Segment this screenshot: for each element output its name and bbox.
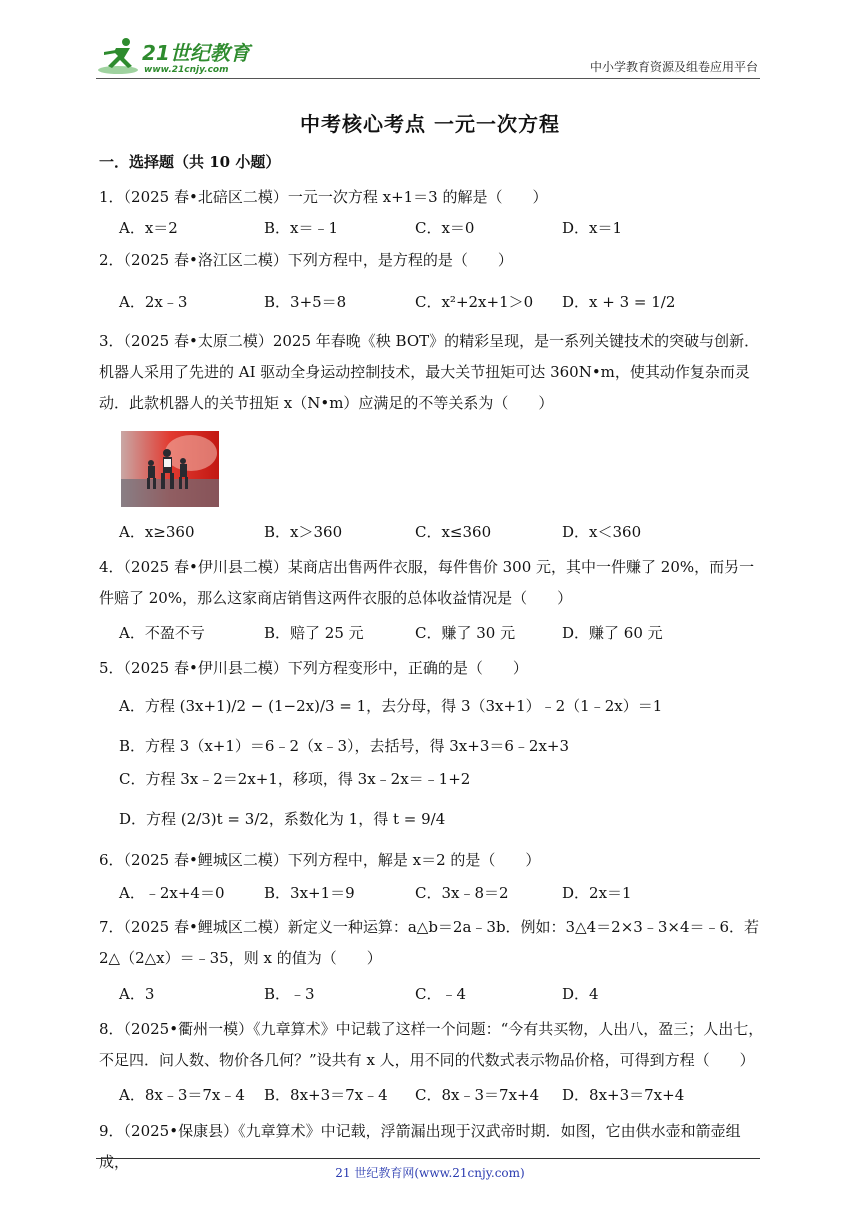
question-number: 4． xyxy=(99,558,124,576)
option-c[interactable]: C．x＝0 xyxy=(415,219,475,237)
question-stem: （2025 春•太原二模）2025 年春晚《秧 BOT》的精彩呈现，是一系列关键技术的突破与创新．机器人采用了先进的 AI 驱动全身运动控制技术，最大关节扭矩可达 360N•m，使其动作复杂而灵动．此款机器人的关节扭矩 x（N•m）应满足的不等关系为（ ） xyxy=(99,332,760,412)
platform-slogan: 中小学教育资源及组卷应用平台 xyxy=(589,60,758,74)
question-stem: （2025 春•鲤城区二模）新定义一种运算：a△b＝2a﹣3b．例如：3△4＝2×3﹣3×4＝﹣6．若 2△（2△x）＝﹣35，则 x 的值为（ ） xyxy=(99,918,760,967)
question-2 xyxy=(99,245,765,276)
option-b[interactable]: B．3+5＝8 xyxy=(264,293,347,311)
question-number: 5． xyxy=(99,659,124,677)
question-number: 9． xyxy=(99,1122,124,1140)
question-stem: （2025•保康县）《九章算术》中记载，浮箭漏出现于汉武帝时期．如图，它由供水壶和箭壶组成， xyxy=(99,1122,741,1171)
svg-text:21世纪教育: 21世纪教育 xyxy=(142,41,250,65)
runner-logo-icon xyxy=(96,36,266,76)
question-7 xyxy=(99,912,765,974)
svg-text:www.21cnjy.com: www.21cnjy.com xyxy=(144,65,229,75)
option-c[interactable]: C．x≤360 xyxy=(415,523,492,541)
question-4 xyxy=(99,552,765,614)
option-b[interactable]: B．x＞360 xyxy=(264,523,343,541)
option-b[interactable]: B．﹣3 xyxy=(264,985,315,1003)
option-c[interactable]: C．方程 3x﹣2＝2x+1，移项，得 3x﹣2x＝﹣1+2 xyxy=(119,770,471,788)
option-b[interactable]: B．3x+1＝9 xyxy=(264,884,355,902)
option-c[interactable]: C．x²+2x+1＞0 xyxy=(415,293,534,311)
footer-divider xyxy=(96,1158,760,1159)
question-stem: （2025 春•北碚区二模）一元一次方程 x+1＝3 的解是（ ） xyxy=(123,188,548,206)
option-d[interactable]: D．x＝1 xyxy=(562,219,623,237)
question-6 xyxy=(99,845,765,876)
section-heading: 一．选择题（共 10 小题） xyxy=(99,153,281,171)
option-c[interactable]: C．8x﹣3＝7x+4 xyxy=(415,1086,540,1104)
robot-dance-photo xyxy=(121,431,219,507)
option-d[interactable]: D．8x+3＝7x+4 xyxy=(562,1086,685,1104)
question-stem: （2025•衢州一模）《九章算术》中记载了这样一个问题：“今有共买物，人出八，盈三；人出七，不足四．问人数、物价各几何？”设共有 x 人，用不同的代数式表示物品价格，可得到方程（ ） xyxy=(99,1020,764,1069)
option-c[interactable]: C．赚了 30 元 xyxy=(415,624,516,642)
question-number: 6． xyxy=(99,851,124,869)
option-c[interactable]: C．﹣4 xyxy=(415,985,467,1003)
question-stem: （2025 春•鲤城区二模）下列方程中，解是 x＝2 的是（ ） xyxy=(123,851,541,869)
option-a[interactable]: A．2x﹣3 xyxy=(119,293,188,311)
option-d[interactable]: D．4 xyxy=(562,985,599,1003)
option-d[interactable]: D．2x＝1 xyxy=(562,884,632,902)
option-a[interactable]: A．x≥360 xyxy=(119,523,195,541)
question-number: 8． xyxy=(99,1020,124,1038)
question-stem: （2025 春•伊川县二模）某商店出售两件衣服，每件售价 300 元，其中一件赚了 20%，而另一件赔了 20%，那么这家商店销售这两件衣服的总体收益情况是（ ） xyxy=(99,558,755,607)
question-number: 3． xyxy=(99,332,124,350)
footer-link[interactable]: 21 世纪教育网(www.21cnjy.com) xyxy=(335,1166,525,1180)
question-number: 7． xyxy=(99,918,124,936)
option-b[interactable]: B．方程 3（x+1）＝6﹣2（x﹣3），去括号，得 3x+3＝6﹣2x+3 xyxy=(119,737,570,755)
page-title: 中考核心考点 一元一次方程 xyxy=(300,112,560,136)
option-b[interactable]: B．x＝﹣1 xyxy=(264,219,339,237)
option-a[interactable]: A．8x﹣3＝7x﹣4 xyxy=(119,1086,245,1104)
option-a[interactable]: A．﹣2x+4＝0 xyxy=(119,884,225,902)
option-a[interactable]: A．不盈不亏 xyxy=(119,624,205,642)
question-stem: （2025 春•洛江区二模）下列方程中，是方程的是（ ） xyxy=(123,251,513,269)
option-a[interactable]: A．3 xyxy=(119,985,155,1003)
option-d[interactable]: D．方程 (2/3)t = 3/2，系数化为 1，得 t = 9/4 xyxy=(119,810,446,828)
option-b[interactable]: B．赔了 25 元 xyxy=(264,624,364,642)
question-3 xyxy=(99,326,765,419)
page-header xyxy=(96,36,760,79)
option-d[interactable]: D．赚了 60 元 xyxy=(562,624,663,642)
question-8 xyxy=(99,1014,765,1076)
option-b[interactable]: B．8x+3＝7x﹣4 xyxy=(264,1086,388,1104)
option-d[interactable]: D．x＜360 xyxy=(562,523,642,541)
option-d[interactable]: D．x + 3 = 1/2 xyxy=(562,293,676,311)
question-5 xyxy=(99,653,765,684)
option-c[interactable]: C．3x﹣8＝2 xyxy=(415,884,509,902)
question-number: 2． xyxy=(99,251,124,269)
question-stem: （2025 春•伊川县二模）下列方程变形中，正确的是（ ） xyxy=(123,659,528,677)
site-logo[interactable] xyxy=(96,36,266,76)
question-1 xyxy=(99,182,765,213)
option-a[interactable]: A．x＝2 xyxy=(119,219,178,237)
question-number: 1． xyxy=(99,188,124,206)
option-a[interactable]: A．方程 (3x+1)/2 − (1−2x)/3 = 1，去分母，得 3（3x+1）﹣2（1﹣2x）＝1 xyxy=(119,697,663,715)
